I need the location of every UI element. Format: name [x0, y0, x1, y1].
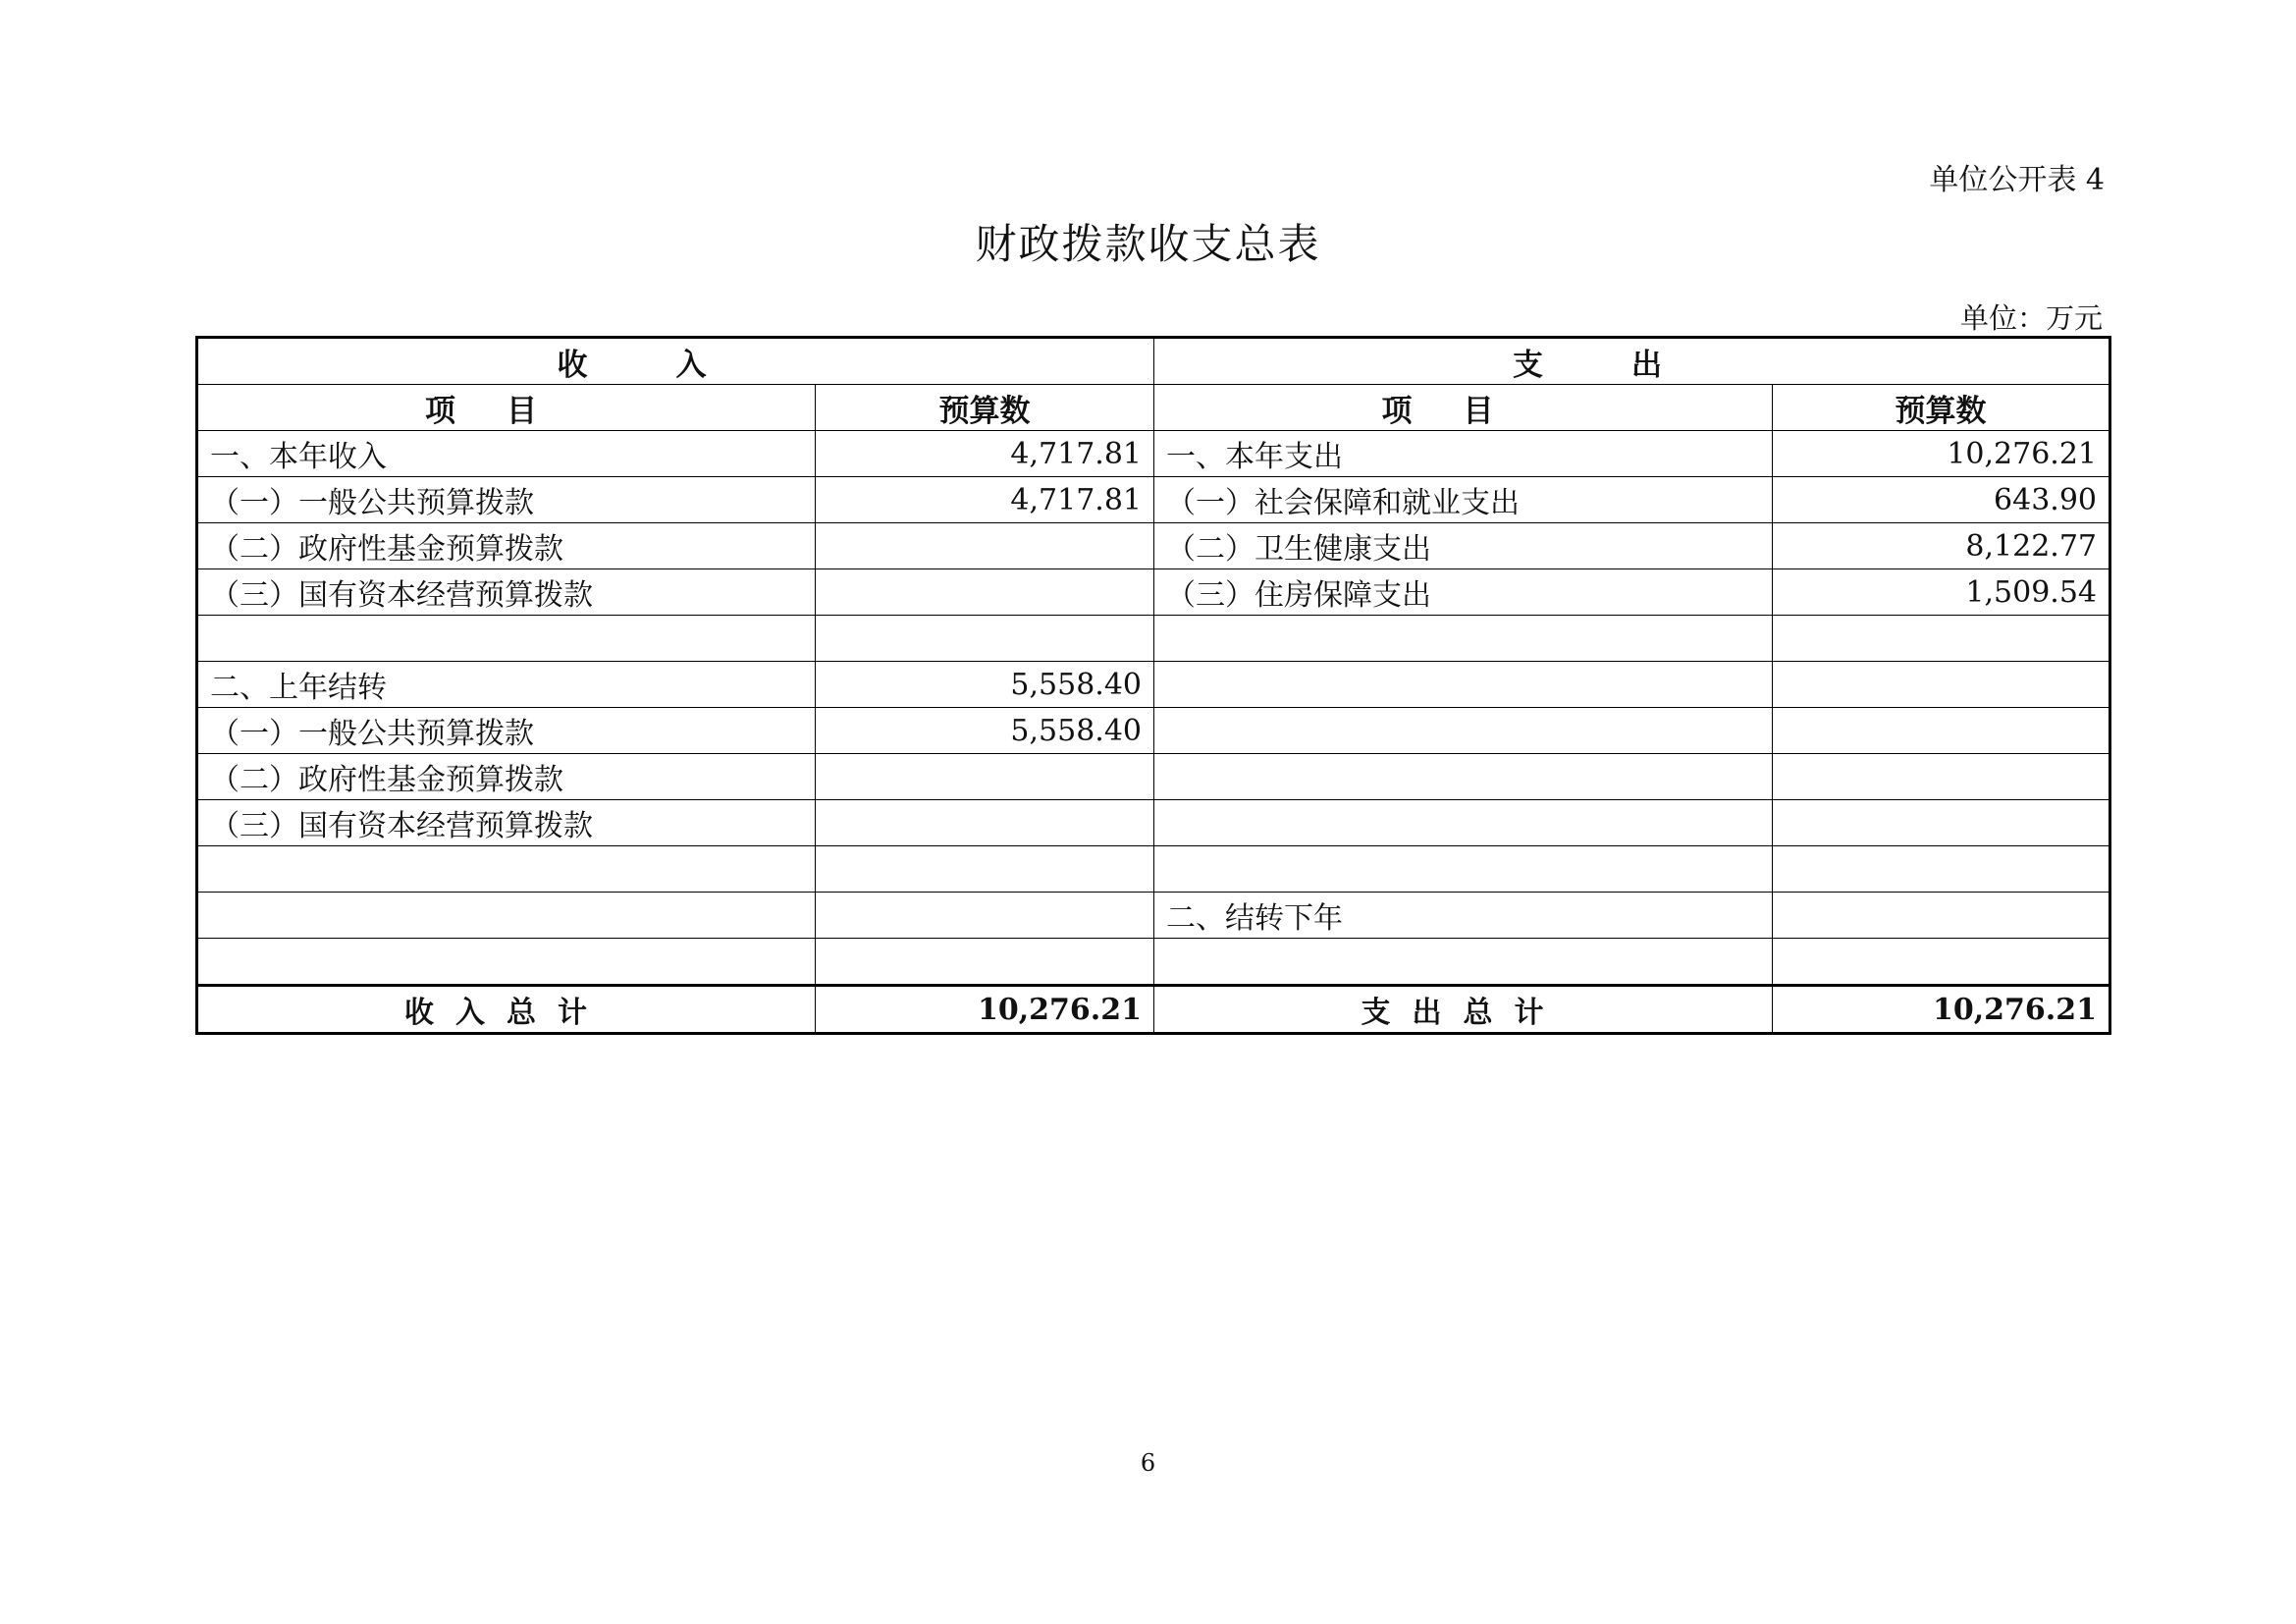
expense-item-cell — [1154, 939, 1773, 986]
expense-item-cell — [1154, 662, 1773, 708]
unit-label: 单位：万元 — [1959, 301, 2103, 335]
expense-value-cell: 1,509.54 — [1773, 569, 2110, 616]
total-row — [197, 986, 2110, 1034]
income-total-label: 收入总计 — [197, 986, 816, 1034]
table-number-label: 单位公开表 4 — [1929, 163, 2105, 197]
column-header-row — [197, 385, 2110, 431]
expense-value-cell — [1773, 754, 2110, 800]
income-item-column-header: 项目 — [197, 385, 816, 431]
expense-value-cell — [1773, 893, 2110, 939]
income-value-cell: 4,717.81 — [816, 477, 1154, 523]
income-value-cell — [816, 939, 1154, 986]
income-item-cell: （二）政府性基金预算拨款 — [197, 523, 816, 569]
income-budget-column-header: 预算数 — [816, 385, 1154, 431]
budget-table — [195, 336, 2111, 1035]
income-value-cell — [816, 893, 1154, 939]
table-row — [197, 846, 2110, 893]
income-value-cell: 5,558.40 — [816, 708, 1154, 754]
expense-value-cell — [1773, 662, 2110, 708]
income-item-cell — [197, 616, 816, 662]
expense-item-cell: 二、结转下年 — [1154, 893, 1773, 939]
expense-section-header: 支出 — [1154, 338, 2110, 385]
expense-item-cell — [1154, 754, 1773, 800]
income-item-cell: 二、上年结转 — [197, 662, 816, 708]
income-item-cell — [197, 893, 816, 939]
table-row — [197, 616, 2110, 662]
income-value-cell — [816, 569, 1154, 616]
expense-item-cell — [1154, 800, 1773, 846]
expense-item-cell: （一）社会保障和就业支出 — [1154, 477, 1773, 523]
expense-value-cell — [1773, 939, 2110, 986]
expense-item-cell: （二）卫生健康支出 — [1154, 523, 1773, 569]
income-value-cell — [816, 754, 1154, 800]
section-header-row — [197, 338, 2110, 385]
income-section-header: 收入 — [197, 338, 1154, 385]
income-value-cell — [816, 523, 1154, 569]
expense-value-cell: 8,122.77 — [1773, 523, 2110, 569]
table-row — [197, 662, 2110, 708]
income-item-cell: （三）国有资本经营预算拨款 — [197, 569, 816, 616]
expense-item-cell: 一、本年支出 — [1154, 431, 1773, 477]
table-row — [197, 523, 2110, 569]
expense-total-label: 支出总计 — [1154, 986, 1773, 1034]
income-item-cell: （一）一般公共预算拨款 — [197, 477, 816, 523]
income-value-cell: 4,717.81 — [816, 431, 1154, 477]
expense-value-cell: 643.90 — [1773, 477, 2110, 523]
expense-value-cell — [1773, 708, 2110, 754]
table-row — [197, 477, 2110, 523]
income-item-cell — [197, 939, 816, 986]
expense-item-cell — [1154, 846, 1773, 893]
income-item-cell — [197, 846, 816, 893]
income-total-value: 10,276.21 — [816, 986, 1154, 1034]
income-item-cell: （二）政府性基金预算拨款 — [197, 754, 816, 800]
table-row — [197, 708, 2110, 754]
expense-value-cell — [1773, 800, 2110, 846]
expense-total-value: 10,276.21 — [1773, 986, 2110, 1034]
expense-value-cell — [1773, 616, 2110, 662]
income-item-cell: （三）国有资本经营预算拨款 — [197, 800, 816, 846]
expense-budget-column-header: 预算数 — [1773, 385, 2110, 431]
expense-item-cell: （三）住房保障支出 — [1154, 569, 1773, 616]
income-item-cell: （一）一般公共预算拨款 — [197, 708, 816, 754]
income-value-cell — [816, 616, 1154, 662]
table-row — [197, 754, 2110, 800]
income-value-cell — [816, 800, 1154, 846]
income-item-cell: 一、本年收入 — [197, 431, 816, 477]
table-row — [197, 800, 2110, 846]
table-row — [197, 939, 2110, 986]
page-number: 6 — [1140, 1449, 1156, 1477]
page-title: 财政拨款收支总表 — [975, 220, 1321, 268]
income-value-cell: 5,558.40 — [816, 662, 1154, 708]
table-row — [197, 431, 2110, 477]
expense-item-cell — [1154, 708, 1773, 754]
expense-value-cell — [1773, 846, 2110, 893]
expense-item-column-header: 项目 — [1154, 385, 1773, 431]
expense-value-cell: 10,276.21 — [1773, 431, 2110, 477]
expense-item-cell — [1154, 616, 1773, 662]
table-row — [197, 569, 2110, 616]
table-row — [197, 893, 2110, 939]
income-value-cell — [816, 846, 1154, 893]
